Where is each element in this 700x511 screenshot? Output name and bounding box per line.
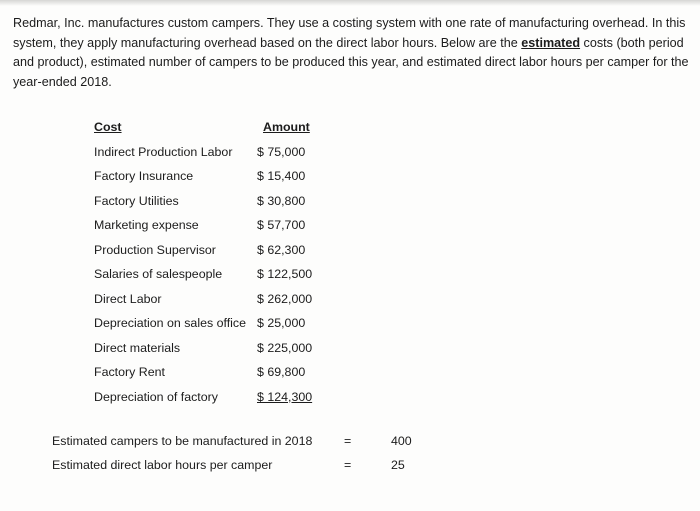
cost-label: Direct Labor [94, 291, 162, 306]
cost-label: Factory Insurance [94, 169, 194, 183]
cost-label: Indirect Production Labor [94, 144, 233, 159]
cost-table [94, 120, 334, 414]
table-row [94, 243, 334, 268]
table-row [94, 169, 334, 194]
cost-label: Marketing expense [94, 218, 199, 232]
cost-amount: $ 75,000 [257, 144, 306, 159]
cost-amount: $ 69,800 [257, 365, 306, 379]
table-row [94, 390, 334, 415]
table-row [94, 194, 334, 219]
cost-label: Depreciation of factory [94, 389, 218, 404]
cost-label: Production Supervisor [94, 242, 216, 257]
estimate-row [52, 458, 472, 482]
cost-label: Factory Utilities [94, 193, 179, 208]
cost-label: Direct materials [94, 340, 181, 355]
table-row [94, 365, 334, 390]
table-row [94, 218, 334, 243]
intro-emphasis: estimated [521, 35, 581, 50]
table-header-row [94, 120, 334, 145]
cost-amount: $ 122,500 [257, 267, 313, 281]
cost-amount: $ 30,800 [257, 193, 306, 208]
cost-label: Depreciation on sales office [94, 316, 246, 330]
intro-paragraph [13, 14, 693, 92]
intro-text-start: Redmar, Inc. manufactures custom campers. They use a costing system with one rate of manufacturing overhead. In this system, they apply manufacturing overhead based on the direct labor hours. Below are the [13, 16, 686, 50]
cost-label: Salaries of salespeople [94, 267, 223, 281]
cost-amount: $ 57,700 [257, 218, 306, 232]
estimates-block [52, 434, 472, 482]
equals-sign: = [344, 458, 352, 472]
table-row [94, 145, 334, 170]
cost-amount: $ 262,000 [257, 291, 313, 306]
cost-amount: $ 225,000 [257, 340, 313, 355]
table-row [94, 316, 334, 341]
estimate-value: 25 [391, 458, 405, 472]
cost-label: Factory Rent [94, 365, 165, 379]
cost-amount-total-underlined: $ 124,300 [257, 389, 313, 404]
cost-amount: $ 25,000 [257, 316, 306, 330]
table-row [94, 341, 334, 366]
estimate-label: Estimated campers to be manufactured in 2018 [52, 434, 313, 448]
estimate-row [52, 434, 472, 458]
cost-amount: $ 15,400 [257, 169, 306, 183]
cost-column-header: Cost [94, 120, 122, 134]
top-edge-strip [0, 0, 700, 6]
equals-sign: = [344, 434, 352, 448]
table-row [94, 267, 334, 292]
estimate-label: Estimated direct labor hours per camper [52, 458, 273, 472]
intro-text-end: costs (both period and product), estimated number of campers to be produced this year, and estimated direct labor hours per camper for the year-ended 2018. [13, 35, 689, 89]
amount-column-header: Amount [263, 120, 310, 134]
estimate-value: 400 [391, 434, 412, 448]
cost-amount: $ 62,300 [257, 242, 306, 257]
table-row [94, 292, 334, 317]
